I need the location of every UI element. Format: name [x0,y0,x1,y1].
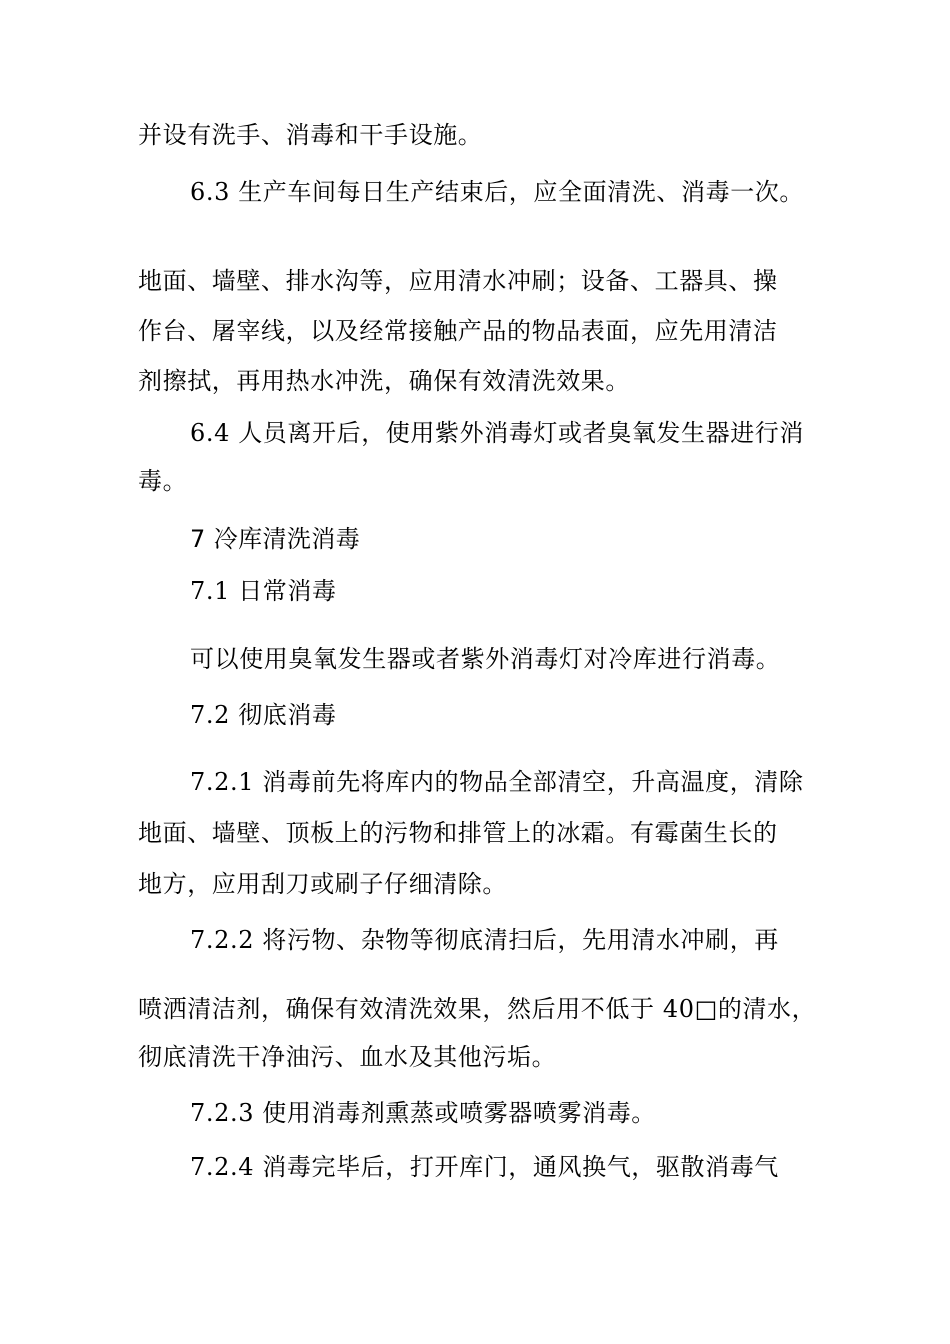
paragraph-line: 彻底清洗干净油污、血水及其他污垢。 [138,1043,557,1071]
clause-7-2-1: 7.2.1 消毒前先将库内的物品全部清空，升高温度，清除 [190,768,804,796]
paragraph-line: 剂擦拭，再用热水冲洗，确保有效清洗效果。 [138,367,630,395]
paragraph-line: 地面、墙壁、顶板上的污物和排管上的冰霜。有霉菌生长的 [138,819,778,847]
paragraph-line: 并设有洗手、消毒和干手设施。 [138,121,483,149]
paragraph-line: 毒。 [138,467,188,495]
clause-7-2-2: 7.2.2 将污物、杂物等彻底清扫后，先用清水冲刷，再 [190,926,779,954]
paragraph-line: 地面、墙壁、排水沟等，应用清水冲刷；设备、工器具、操 [138,267,778,295]
section-heading-7: 7 冷库清洗消毒 [190,525,361,553]
paragraph-line: 作台、屠宰线，以及经常接触产品的物品表面，应先用清洁 [138,317,778,345]
clause-7-2-4: 7.2.4 消毒完毕后，打开库门，通风换气，驱散消毒气 [190,1153,779,1181]
clause-7-2-3: 7.2.3 使用消毒剂熏蒸或喷雾器喷雾消毒。 [190,1099,656,1127]
subsection-heading-7-2: 7.2 彻底消毒 [190,701,337,729]
clause-6-4: 6.4 人员离开后，使用紫外消毒灯或者臭氧发生器进行消 [190,419,804,447]
paragraph-line: 喷洒清洁剂，确保有效清洗效果，然后用不低于 40□的清水， [138,995,817,1023]
paragraph-line: 可以使用臭氧发生器或者紫外消毒灯对冷库进行消毒。 [190,645,781,673]
subsection-heading-7-1: 7.1 日常消毒 [190,577,337,605]
clause-6-3: 6.3 生产车间每日生产结束后，应全面清洗、消毒一次。 [190,178,804,206]
paragraph-line: 地方，应用刮刀或刷子仔细清除。 [138,870,507,898]
